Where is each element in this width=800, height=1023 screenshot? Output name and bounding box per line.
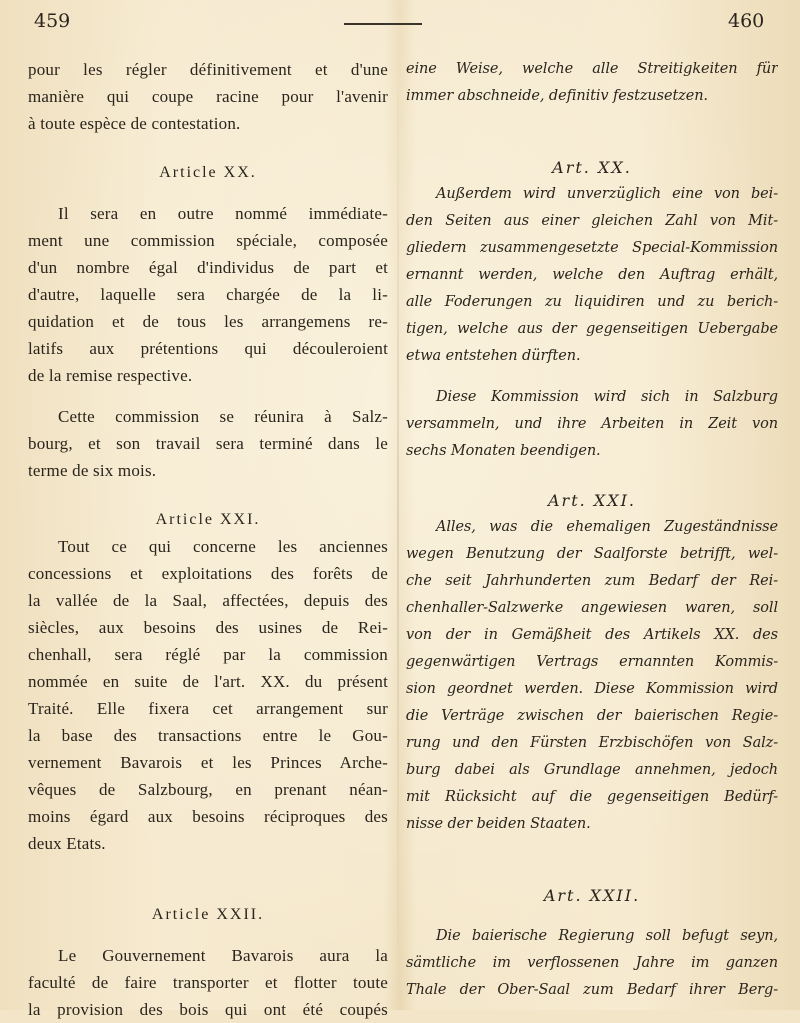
text-line: tigen, welche aus der gegenseitigen Uebergabe bbox=[406, 321, 778, 337]
text-line: versammeln, und ihre Arbeiten in Zeit von bbox=[406, 416, 778, 432]
text-line: Il sera en outre nommé immédiate- bbox=[58, 204, 388, 223]
paragraph-article-xxi-de bbox=[406, 514, 778, 838]
text-line: concessions et exploitations des forêts de bbox=[28, 564, 388, 583]
article-heading-xxi: Article XXI. bbox=[155, 511, 261, 528]
text-line: nisse der beiden Staaten. bbox=[406, 816, 591, 832]
page-number-right: 460 bbox=[728, 10, 765, 32]
article-heading-xx-de: Art. XX. bbox=[552, 158, 632, 177]
text-line: wegen Benutzung der Saalforste betrifft, wel- bbox=[406, 546, 778, 562]
paragraph-article-xx-1 bbox=[28, 200, 388, 389]
text-line: ernannt werden, welche den Auftrag erhält, bbox=[406, 267, 778, 283]
text-line: pour les régler définitivement et d'une bbox=[28, 60, 388, 79]
text-line: la base des transactions entre le Gou- bbox=[28, 726, 388, 745]
text-line: deux Etats. bbox=[28, 834, 106, 853]
text-line: quidation et de tous les arrangemens re- bbox=[28, 312, 388, 331]
text-line: chenhaller-Salzwerke angewiesen waren, soll bbox=[406, 600, 778, 616]
text-line: latifs aux prétentions qui découleroient bbox=[28, 339, 388, 358]
article-heading-xxi-de: Art. XXI. bbox=[548, 491, 636, 510]
text-line: vernement Bavarois et les Princes Arche- bbox=[28, 753, 388, 772]
text-line: Thale der Ober-Saal zum Bedarf ihrer Berg- bbox=[406, 982, 778, 998]
paragraph-article-xx-1-de bbox=[406, 181, 778, 370]
text-line: faculté de faire transporter et flotter toute bbox=[28, 973, 388, 992]
text-line: de la remise respective. bbox=[28, 366, 193, 385]
right-column-german bbox=[406, 56, 778, 1004]
text-line: d'un nombre égal d'individus de part et bbox=[28, 258, 388, 277]
text-line: siècles, aux besoins des usines de Rei- bbox=[28, 618, 388, 637]
text-line: sämtliche im verflossenen Jahre im ganzen bbox=[406, 955, 778, 971]
text-line: Außerdem wird unverzüglich eine von bei- bbox=[436, 186, 778, 202]
article-heading-xxii: Article XXII. bbox=[151, 906, 265, 923]
article-heading-xxii-de: Art. XXII. bbox=[543, 886, 641, 905]
text-line: la vallée de la Saal, affectées, depuis des bbox=[28, 591, 388, 610]
left-column-french bbox=[28, 56, 388, 1023]
text-line: manière qui coupe racine pour l'avenir bbox=[28, 87, 388, 106]
text-line: gegenwärtigen Vertrags ernannten Kommis- bbox=[406, 654, 778, 670]
text-line: eine Weise, welche alle Streitigkeiten für bbox=[406, 61, 778, 77]
paragraph-article-xxii-de bbox=[406, 923, 778, 1004]
text-line: sion geordnet werden. Diese Kommission wird bbox=[406, 681, 778, 697]
text-line: bourg, et son travail sera terminé dans le bbox=[28, 434, 388, 453]
article-heading-xx: Article XX. bbox=[159, 164, 257, 181]
text-line: che seit Jahrhunderten zum Bedarf der Rei- bbox=[406, 573, 778, 589]
text-line: à toute espèce de contestation. bbox=[28, 114, 241, 133]
text-line: den Seiten aus einer gleichen Zahl von Mit- bbox=[406, 213, 778, 229]
paragraph-intro-de bbox=[406, 56, 778, 110]
text-line: vêques de Salzbourg, en prenant néan- bbox=[28, 780, 388, 799]
paragraph-article-xxi bbox=[28, 533, 388, 857]
text-line: Die baierische Regierung soll befugt seyn, bbox=[436, 928, 778, 944]
text-line: Tout ce qui concerne les anciennes bbox=[58, 537, 388, 556]
text-line: die Verträge zwischen der baierischen Regie- bbox=[406, 708, 778, 724]
text-line: gliedern zusammengesetzte Special-Kommission bbox=[406, 240, 778, 256]
paragraph-article-xxii bbox=[28, 942, 388, 1023]
text-line: moins égard aux besoins réciproques des bbox=[28, 807, 388, 826]
text-line: mit Rücksicht auf die gegenseitigen Bedürf- bbox=[406, 789, 778, 805]
paragraph-intro bbox=[28, 56, 388, 137]
center-fold bbox=[397, 40, 399, 1000]
text-line: sechs Monaten beendigen. bbox=[406, 443, 601, 459]
text-line: etwa entstehen dürften. bbox=[406, 348, 581, 364]
paragraph-article-xx-2 bbox=[28, 403, 388, 484]
text-line: von der in Gemäßheit des Artikels XX. des bbox=[406, 627, 778, 643]
paragraph-article-xx-2-de bbox=[406, 384, 778, 465]
page-number-left: 459 bbox=[34, 10, 71, 32]
text-line: ment une commission spéciale, composée bbox=[28, 231, 388, 250]
text-line: la provision des bois qui ont été coupés bbox=[28, 1000, 388, 1019]
text-line: chenhall, sera réglé par la commission bbox=[28, 645, 388, 664]
text-line: immer abschneide, definitiv festzusetzen. bbox=[406, 88, 708, 104]
text-line: Cette commission se réunira à Salz- bbox=[58, 407, 388, 426]
text-line: Alles, was die ehemaligen Zugeständnisse bbox=[436, 519, 778, 535]
text-line: burg dabei als Grundlage annehmen, jedoch bbox=[406, 762, 778, 778]
text-line: rung und den Fürsten Erzbischöfen von Salz- bbox=[406, 735, 778, 751]
text-line: nommée en suite de l'art. XX. du présent bbox=[28, 672, 388, 691]
text-line: terme de six mois. bbox=[28, 461, 157, 480]
header-rule bbox=[344, 23, 422, 25]
text-line: Le Gouvernement Bavarois aura la bbox=[58, 946, 388, 965]
text-line: Traité. Elle fixera cet arrangement sur bbox=[28, 699, 388, 718]
text-line: d'autre, laquelle sera chargée de la li- bbox=[28, 285, 388, 304]
text-line: Diese Kommission wird sich in Salzburg bbox=[436, 389, 778, 405]
text-line: alle Foderungen zu liquidiren und zu berich- bbox=[406, 294, 778, 310]
